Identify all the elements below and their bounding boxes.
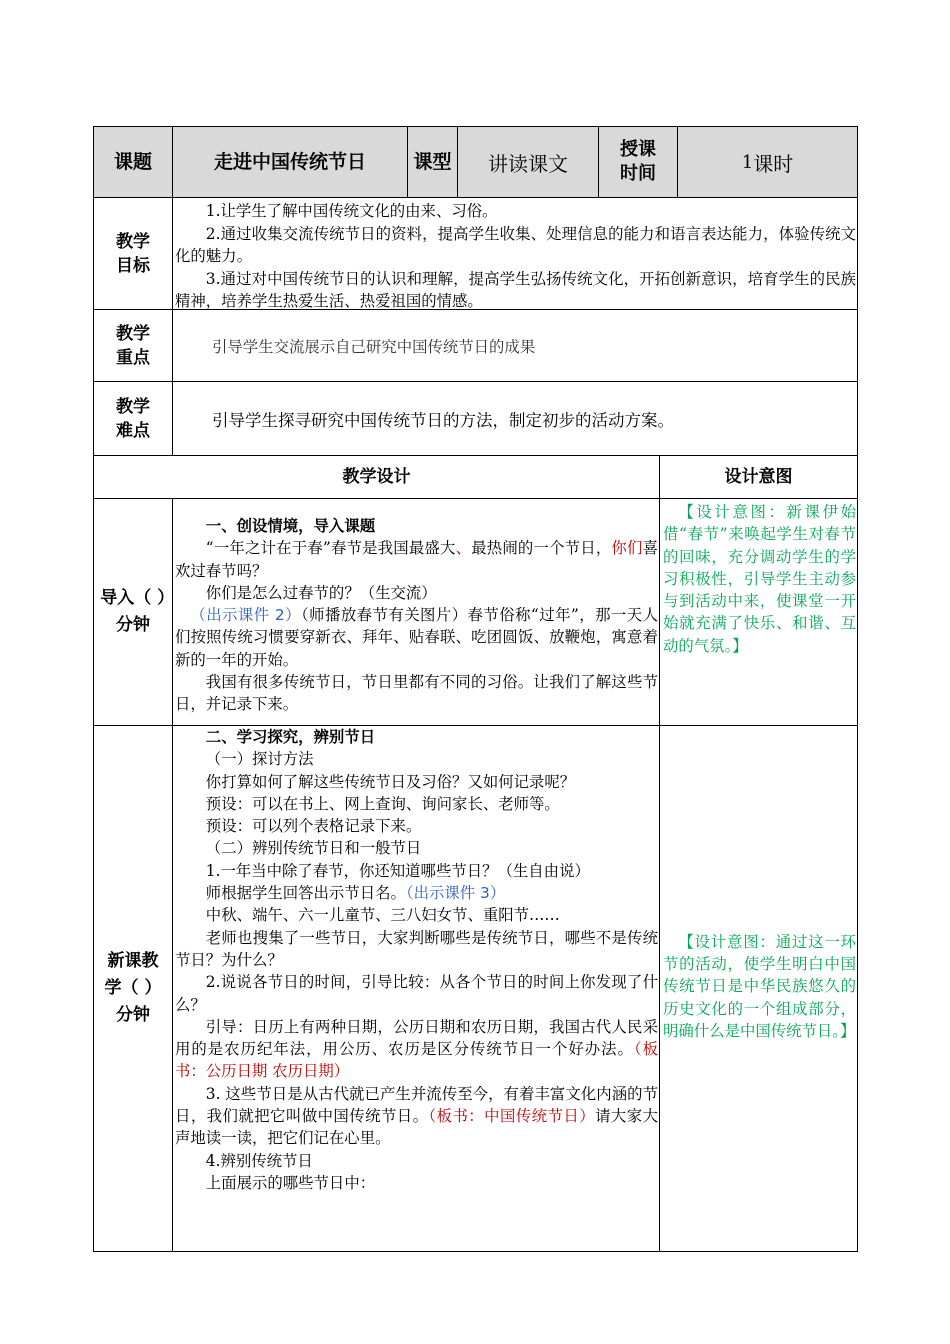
newlesson-courseware-ref: （出示课件 3） [405, 884, 506, 903]
intro-intent: 【设计意图：新课伊始借“春节”来唤起学生对春节的回味，充分调动学生的学习积极性，引导学生主动参与到活动中来，使课堂一开始就充满了快乐、和谐、互动的气氛。】 [659, 498, 858, 726]
type-label: 课型 [407, 126, 458, 198]
newlesson-item-1: 1.一年当中除了春节，你还知道哪些节日？（生自由说） [205, 861, 590, 880]
intro-content [172, 498, 660, 726]
difficulties-label: 教学难点 [93, 381, 173, 456]
key-points-text: 引导学生交流展示自己研究中国传统节日的成果 [212, 337, 536, 356]
intro-paragraph-2: 你们是怎么过春节的？（生交流） [205, 583, 437, 602]
newlesson-item-1d: 老师也搜集了一些节日，大家判断哪些是传统节日，哪些不是传统节日？为什么？ [175, 928, 658, 969]
newlesson-i2b-text: 引导：日历上有两种日期，公历日期和农历日期，我国古代人民采用的是农历纪年法，用公历、农历是区分传统节日一个好办法。 [175, 1017, 658, 1059]
newlesson-item-1c: 中秋、端午、六一儿童节、三八妇女节、重阳节…… [205, 906, 560, 925]
intro-paragraph-1 [175, 537, 658, 582]
newlesson-preset-2: 预设：可以列个表格记录下来。 [205, 817, 422, 836]
newlesson-preset-1: 预设：可以在书上、网上查询、询问家长、老师等。 [205, 794, 560, 813]
newlesson-question-1: 你打算如何了解这些传统节日及习俗？又如何记录呢？ [205, 772, 576, 791]
topic-label: 课题 [93, 126, 173, 198]
intro-p1-highlight: 你们 [611, 539, 643, 558]
intro-title: 一、创设情境，导入课题 [205, 517, 376, 535]
time-value [677, 126, 858, 198]
time-value-num: 1 [741, 151, 754, 173]
difficulties-text: 引导学生探寻研究中国传统节日的方法，制定初步的活动方案。 [212, 410, 674, 430]
topic-value: 走进中国传统节日 [172, 126, 408, 198]
newlesson-item-4b: 上面展示的哪些节日中： [205, 1173, 376, 1192]
key-points-content [172, 309, 858, 382]
intro-p1-mark: 、 [455, 539, 472, 558]
intro-paragraph-3 [175, 604, 658, 671]
intro-p1-a: “一年之计在于春”春节是我国最盛大 [205, 539, 456, 558]
design-header: 教学设计 [93, 455, 660, 499]
time-value-unit: 课时 [753, 151, 794, 176]
newlesson-title: 二、学习探究，辨别节日 [205, 728, 376, 746]
newlesson-item-1b [175, 882, 658, 904]
intro-p3-text: （师播放春节有关图片）春节俗称“过年”，那一天人们按照传统习惯要穿新衣、拜年、贴春联、吃团圆饭、放鞭炮，寓意着新的一年的开始。 [175, 606, 658, 669]
newlesson-label: 新课教学（ ）分钟 [93, 725, 173, 1252]
intro-p1-c: 喜欢过春节吗？ [175, 539, 658, 580]
type-value: 讲读课文 [457, 126, 599, 198]
lesson-plan-table [93, 126, 858, 1252]
newlesson-item-4: 4.辨别传统节日 [205, 1151, 313, 1170]
newlesson-item-3 [175, 1083, 658, 1150]
intent-header: 设计意图 [659, 455, 858, 499]
goals-content [172, 197, 858, 310]
difficulties-content [172, 381, 858, 456]
newlesson-section-1: （一）探讨方法 [205, 750, 314, 769]
newlesson-intent-cell [659, 725, 858, 1252]
goals-label: 教学目标 [93, 197, 173, 310]
intro-label: 导入（ ）分钟 [93, 498, 173, 726]
goal-item-2: 2.通过收集交流传统节日的资料，提高学生收集、处理信息的能力和语言表达能力，体验传统文化的魅力。 [175, 224, 856, 265]
newlesson-section-2: （二）辨别传统节日和一般节日 [205, 839, 422, 858]
newlesson-board-note-1: （板书：公历日期 农历日期） [175, 1040, 658, 1081]
goal-item-3: 3.通过对中国传统节日的认识和理解，提高学生弘扬传统文化，开拓创新意识，培育学生的民族精神，培养学生热爱生活、热爱祖国的情感。 [175, 269, 856, 310]
intro-paragraph-4: 我国有很多传统节日，节日里都有不同的习俗。让我们了解这些节日，并记录下来。 [175, 673, 658, 714]
newlesson-intent: 【设计意图：通过这一环节的活动，使学生明白中国传统节日是中华民族悠久的历史文化的一个组成部分，明确什么是中国传统节日。】 [663, 932, 856, 1040]
goal-item-1: 1.让学生了解中国传统文化的由来、习俗。 [205, 202, 498, 220]
newlesson-item-2: 2.说说各节日的时间，引导比较：从各个节日的时间上你发现了什么？ [175, 973, 658, 1014]
key-points-label: 教学重点 [93, 309, 173, 382]
newlesson-i3-text: 3. 这些节日是从古代就已产生并流传至今，有着丰富文化内涵的节日，我们就把它叫做中国传统节日。 [175, 1084, 658, 1126]
newlesson-i1b-text: 师根据学生回答出示节日名。 [205, 884, 406, 903]
newlesson-content [172, 725, 660, 1252]
intro-p1-b: 最热闹的一个节日， [471, 539, 612, 558]
newlesson-item-2b [175, 1016, 658, 1083]
intro-courseware-ref: （出示课件 2） [190, 606, 302, 625]
newlesson-i3b-text: 请大家大声地读一读，把它们记在心里。 [175, 1107, 658, 1148]
newlesson-board-note-2: （板书：中国传统节日） [428, 1107, 596, 1126]
time-label: 授课时间 [598, 126, 678, 198]
